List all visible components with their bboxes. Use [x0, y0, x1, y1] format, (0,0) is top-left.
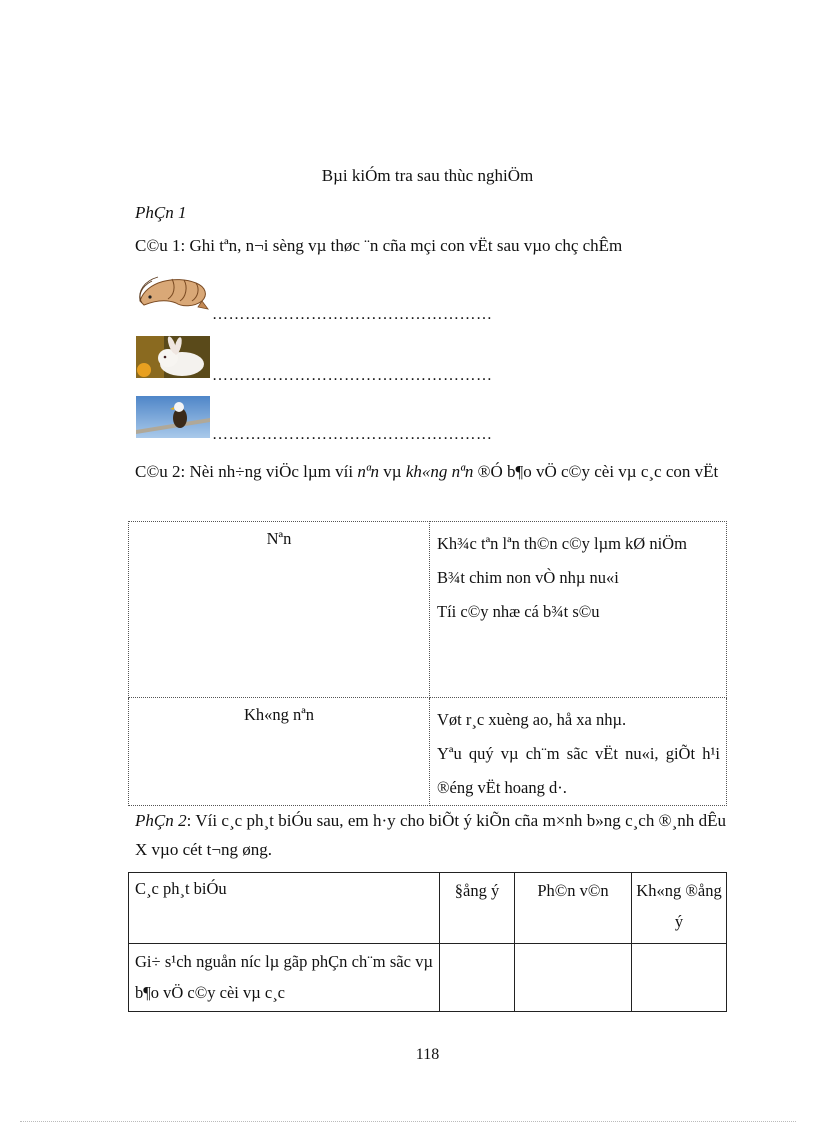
header-disagree: Kh«ng ®ång ý [632, 873, 727, 944]
shrimp-picture [136, 271, 210, 313]
opinion-table [128, 872, 727, 1012]
question-2-suffix: ®Ó b¶o vÖ c©y cèi vµ c¸c con vËt [473, 462, 719, 481]
part1-label: PhÇn 1 [135, 203, 187, 222]
header-statement: C¸c ph¸t biÓu [129, 873, 440, 944]
question-2-khongnen: kh«ng nªn [405, 462, 474, 481]
answer-line-2[interactable]: …………………………………………… [212, 367, 493, 384]
row-khongnen-items [430, 698, 727, 806]
list-item[interactable]: Vøt r¸c xuèng ao, hå xa nhµ. [437, 710, 627, 729]
question-2-nen: nªn [357, 462, 380, 481]
list-item[interactable]: Yªu quý vµ ch¨m sãc vËt nu«i, giÕt h¹i ®éng vËt hoang d·. [437, 744, 720, 797]
agree-cell[interactable] [440, 944, 515, 1012]
matching-table [128, 521, 727, 806]
part2-paragraph [135, 806, 726, 864]
rabbit-picture [136, 336, 210, 378]
header-undecided: Ph©n v©n [515, 873, 632, 944]
statement-1: Gi÷ s¹ch nguån níc lµ gãp phÇn ch¨m sãc vµ b¶o vÖ c©y cèi vµ c¸c [129, 944, 440, 1012]
undecided-cell[interactable] [515, 944, 632, 1012]
question-1: C©u 1: Ghi tªn, n¬i sèng vµ thøc ¨n cña mçi con vËt sau vµo chç chÊm [135, 236, 623, 255]
answer-line-3[interactable]: …………………………………………… [212, 426, 493, 443]
list-item[interactable]: Kh¾c tªn lªn th©n c©y lµm kØ niÖm [437, 534, 687, 553]
list-item[interactable]: B¾t chim non vÒ nhµ nu«i [437, 568, 619, 587]
page-number: 118 [415, 1046, 440, 1063]
question-2-prefix: C©u 2: Nèi nh÷ng viÖc lµm víi [135, 462, 358, 481]
answer-line-1[interactable]: …………………………………………… [212, 306, 493, 323]
part2-text: : Víi c¸c ph¸t biÓu sau, em h·y cho biÕt ý kiÕn cña m×nh b»ng c¸ch ®¸nh dÊu X vµo cét t¬ng øng. [135, 811, 726, 859]
question-2 [135, 458, 725, 486]
row-nen-label: Nªn [129, 522, 430, 698]
list-item[interactable]: Tíi c©y nhæ cá b¾t s©u [437, 602, 600, 621]
eagle-picture [136, 396, 210, 438]
disagree-cell[interactable] [632, 944, 727, 1012]
page-bottom-divider [20, 1121, 796, 1122]
page-title: Bµi kiÓm tra sau thùc nghiÖm [321, 166, 534, 185]
row-khongnen-label: Kh«ng nªn [129, 698, 430, 806]
header-agree: §ång ý [440, 873, 515, 944]
part2-label: PhÇn 2 [135, 811, 187, 830]
row-nen-items [430, 522, 727, 698]
question-2-mid: vµ [379, 462, 406, 481]
